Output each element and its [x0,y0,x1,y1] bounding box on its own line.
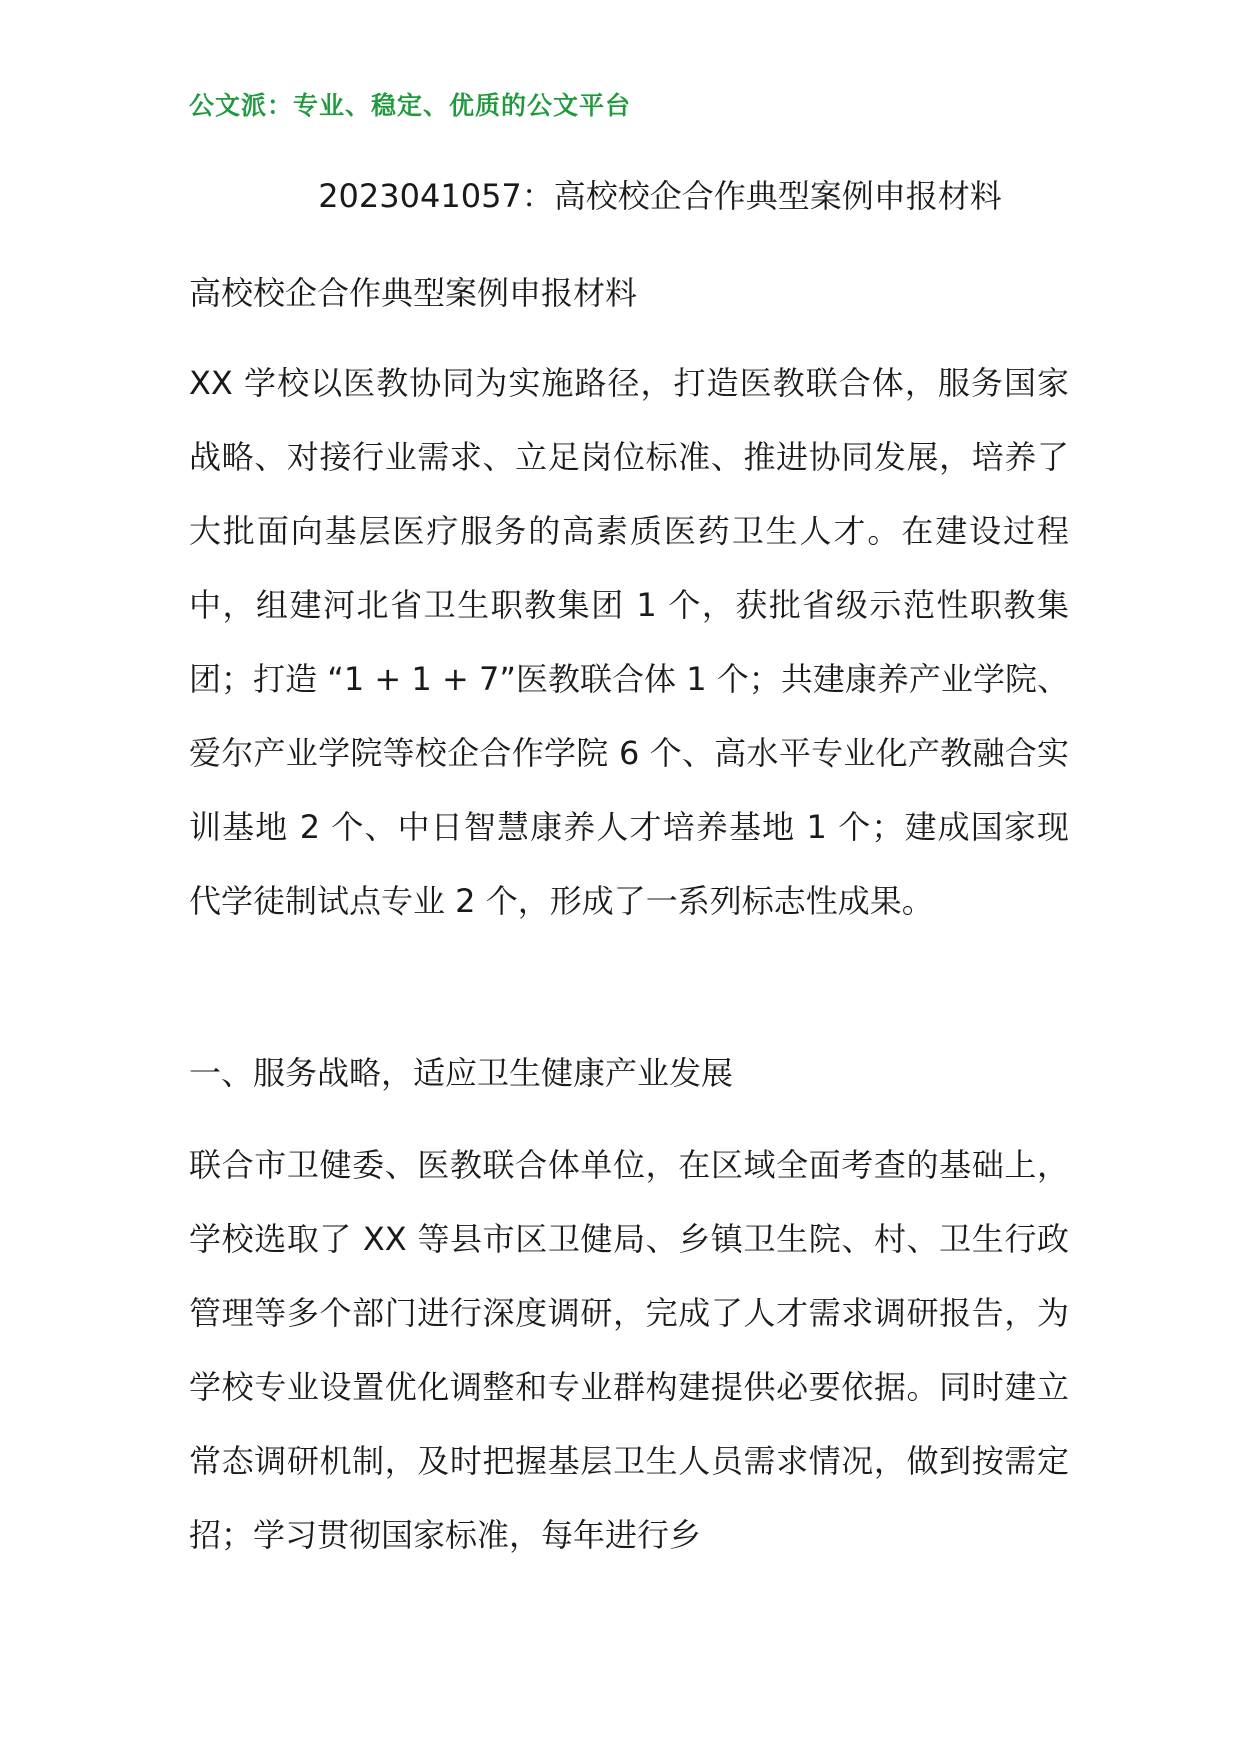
brand-header: 公文派：专业、稳定、优质的公文平台 [189,91,632,120]
document-subtitle: 高校校企合作典型案例申报材料 [189,274,638,312]
section-heading-1: 一、服务战略，适应卫生健康产业发展 [189,1054,734,1092]
paragraph-intro: XX 学校以医教协同为实施路径，打造医教联合体，服务国家战略、对接行业需求、立足岗位标准、推进协同发展，培养了大批面向基层医疗服务的高素质医药卫生人才。在建设过程中，组建河北省卫生职教集团 1 个，获批省级示范性职教集团；打造 “1 + 1 + 7”医教联合体 1 个；共建康养产业学院、爱尔产业学院等校企合作学院 6 个、高水平专业化产教融合实训基地 2 个、中日智慧康养人才培养基地 1 个；建成国家现代学徒制试点专业 2 个，形成了一系列标志性成果。 [189,364,1069,920]
paragraph-section-1: 联合市卫健委、医教联合体单位，在区域全面考查的基础上，学校选取了 XX 等县市区卫健局、乡镇卫生院、村、卫生行政管理等多个部门进行深度调研，完成了人才需求调研报告，为学校专业设置优化调整和专业群构建提供必要依据。同时建立常态调研机制，及时把握基层卫生人员需求情况，做到按需定招；学习贯彻国家标准，每年进行乡 [189,1146,1069,1554]
document-title: 2023041057：高校校企合作典型案例申报材料 [318,177,1002,215]
